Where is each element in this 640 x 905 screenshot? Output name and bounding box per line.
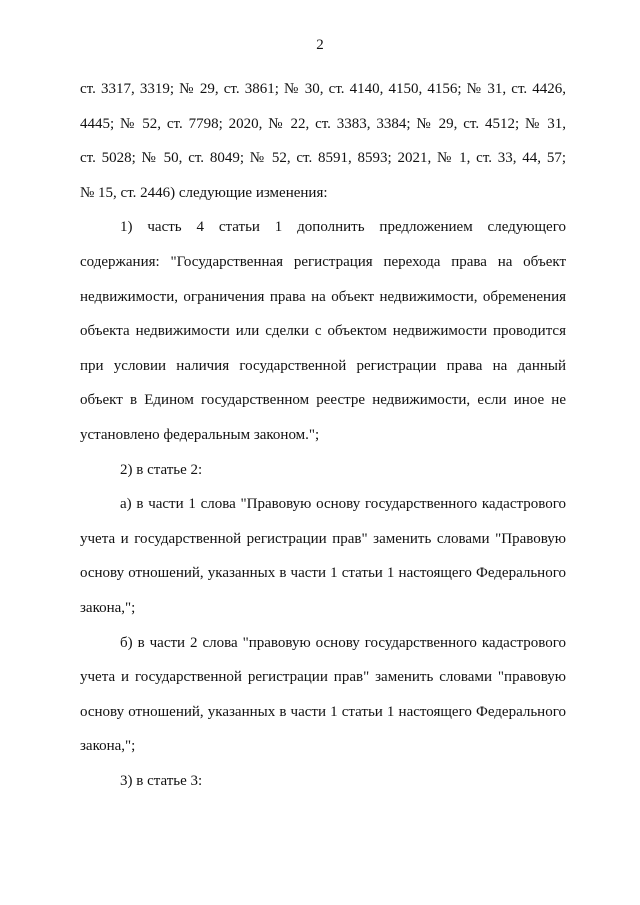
text-line: 4445; № 52, ст. 7798; 2020, № 22, ст. 3383, 3384; № 29, ст. 4512; № 31, xyxy=(80,115,566,132)
text-line: № 15, ст. 2446) следующие изменения: xyxy=(80,184,328,201)
text-line: содержания: "Государственная регистрация перехода права на объект xyxy=(80,253,566,270)
text-line: ст. 5028; № 50, ст. 8049; № 52, ст. 8591, 8593; 2021, № 1, ст. 33, 44, 57; xyxy=(80,150,566,167)
text-line: учета и государственной регистрации прав" заменить словами "Правовую xyxy=(80,530,566,547)
text-line: основу отношений, указанных в части 1 статьи 1 настоящего Федерального xyxy=(80,703,566,720)
text-line: объекта недвижимости или сделки с объектом недвижимости проводится xyxy=(80,323,566,340)
paragraph-2-heading: 2) в статье 2: xyxy=(120,461,203,478)
subparagraph-a-first-line: а) в части 1 слова "Правовую основу государственного кадастрового xyxy=(120,496,566,513)
text-line: установлено федеральным законом."; xyxy=(80,426,320,443)
document-body xyxy=(80,72,566,798)
text-line: основу отношений, указанных в части 1 статьи 1 настоящего Федерального xyxy=(80,565,566,582)
text-line: закона,"; xyxy=(80,599,136,616)
paragraph-3-heading: 3) в статье 3: xyxy=(120,772,203,789)
paragraph-1-first-line: 1) часть 4 статьи 1 дополнить предложением следующего xyxy=(120,219,566,236)
subparagraph-b-first-line: б) в части 2 слова "правовую основу государственного кадастрового xyxy=(120,634,566,651)
page-number: 2 xyxy=(316,37,324,53)
text-line: учета и государственной регистрации прав" заменить словами "правовую xyxy=(80,669,566,686)
text-line: недвижимости, ограничения права на объект недвижимости, обременения xyxy=(80,288,566,305)
text-line: закона,"; xyxy=(80,738,136,755)
text-line: объект в Едином государственном реестре недвижимости, если иное не xyxy=(80,392,566,409)
text-line: при условии наличия государственной регистрации права на данный xyxy=(80,357,566,374)
text-line: ст. 3317, 3319; № 29, ст. 3861; № 30, ст. 4140, 4150, 4156; № 31, ст. 4426, xyxy=(80,81,566,97)
